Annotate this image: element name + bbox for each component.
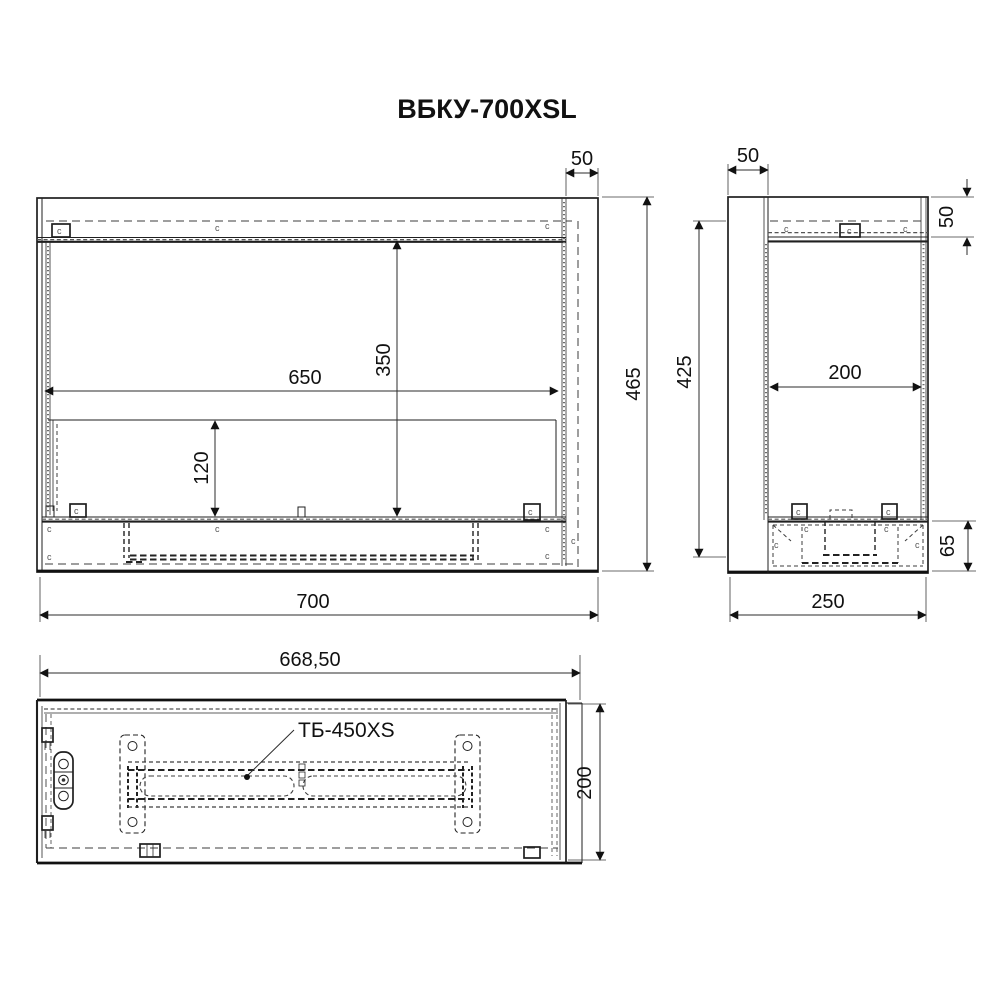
front-dim-opening-height bbox=[373, 241, 397, 516]
svg-text:465: 465 bbox=[623, 367, 645, 401]
svg-text:700: 700 bbox=[296, 591, 330, 613]
svg-text:50: 50 bbox=[936, 205, 958, 229]
bottom-view-burner bbox=[128, 762, 470, 807]
bottom-view bbox=[37, 649, 606, 863]
svg-text:ТБ-450XS: ТБ-450XS bbox=[298, 719, 395, 742]
front-dim-opening-width bbox=[45, 367, 558, 391]
svg-text:200: 200 bbox=[828, 362, 862, 384]
leader-dot bbox=[244, 774, 250, 780]
svg-text:c: c bbox=[74, 506, 79, 516]
svg-text:50: 50 bbox=[736, 145, 760, 167]
svg-text:c: c bbox=[571, 536, 576, 546]
svg-text:668,50: 668,50 bbox=[279, 649, 341, 671]
side-view-shelf bbox=[768, 504, 928, 522]
side-dim-total-depth bbox=[730, 577, 926, 622]
svg-text:65: 65 bbox=[937, 534, 959, 558]
svg-text:650: 650 bbox=[288, 367, 322, 389]
svg-text:c: c bbox=[545, 551, 550, 561]
svg-text:c: c bbox=[886, 507, 891, 517]
front-dim-total-width bbox=[40, 577, 598, 622]
svg-text:c: c bbox=[774, 540, 779, 550]
side-view-top-rail-clip bbox=[840, 224, 860, 237]
svg-text:c: c bbox=[847, 226, 852, 236]
svg-text:425: 425 bbox=[674, 355, 696, 389]
side-view bbox=[674, 145, 976, 622]
svg-text:c: c bbox=[47, 552, 52, 562]
front-dim-total-height bbox=[602, 197, 654, 571]
svg-text:c: c bbox=[884, 524, 889, 534]
bottom-view-burner-bracket-right bbox=[455, 735, 480, 833]
svg-text:200: 200 bbox=[574, 766, 596, 800]
burner-slot-right bbox=[303, 776, 466, 796]
svg-text:350: 350 bbox=[373, 343, 395, 377]
svg-text:50: 50 bbox=[570, 148, 594, 170]
svg-text:250: 250 bbox=[811, 591, 845, 613]
bottom-view-burner-bracket-left bbox=[120, 735, 145, 833]
front-view-top-rail-clip bbox=[52, 224, 70, 237]
side-dim-top-rail-height bbox=[931, 179, 974, 255]
front-view bbox=[37, 148, 654, 622]
svg-text:c: c bbox=[528, 507, 533, 517]
front-dim-side-panel-width bbox=[566, 148, 598, 196]
side-dim-front-strip-width bbox=[728, 145, 768, 195]
side-view-base bbox=[773, 521, 923, 566]
front-view-lower-panel bbox=[42, 420, 566, 522]
svg-text:c: c bbox=[47, 524, 52, 534]
svg-text:c: c bbox=[57, 226, 62, 236]
svg-text:c: c bbox=[545, 524, 550, 534]
front-dim-lower-panel-height bbox=[191, 421, 215, 516]
front-view-base bbox=[45, 523, 578, 564]
side-dim-base-height bbox=[932, 521, 976, 571]
svg-text:c: c bbox=[804, 524, 809, 534]
side-dim-inner-depth bbox=[770, 362, 921, 387]
svg-text:c: c bbox=[215, 524, 220, 534]
front-view-shelf-clips bbox=[46, 504, 540, 520]
bottom-dim-panel-depth bbox=[568, 704, 606, 860]
bottom-view-hinge-plate bbox=[54, 752, 73, 809]
svg-text:120: 120 bbox=[191, 451, 213, 485]
svg-text:c: c bbox=[796, 507, 801, 517]
svg-text:c: c bbox=[545, 221, 550, 231]
svg-text:c: c bbox=[215, 223, 220, 233]
svg-text:c: c bbox=[784, 224, 789, 234]
svg-text:c: c bbox=[915, 540, 920, 550]
svg-text:c: c bbox=[903, 224, 908, 234]
side-dim-body-height bbox=[674, 221, 726, 557]
drawing-title: ВБКУ-700XSL bbox=[397, 94, 577, 124]
bottom-dim-panel-length bbox=[40, 649, 580, 700]
burner-slot-left bbox=[140, 776, 294, 796]
